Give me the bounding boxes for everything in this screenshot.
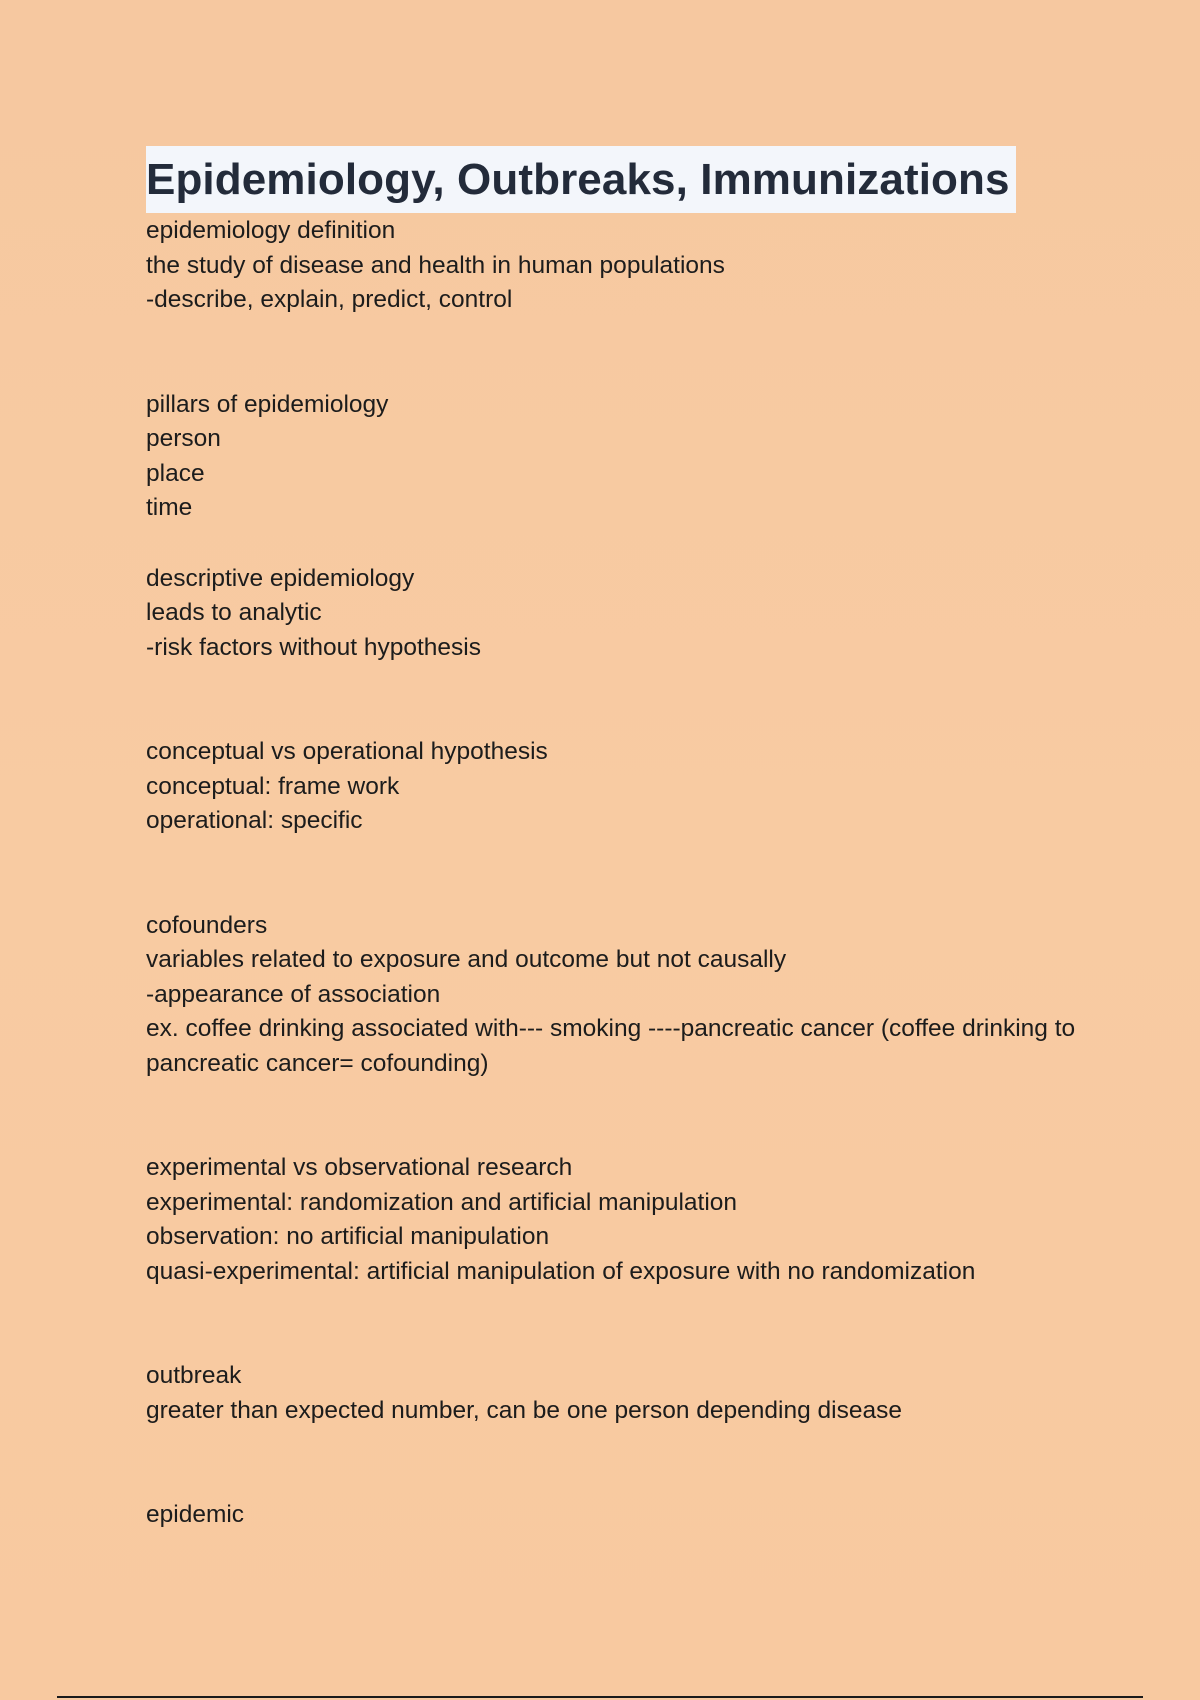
section-heading: pillars of epidemiology [146, 390, 389, 418]
section-line: place [146, 459, 205, 487]
section-line: -describe, explain, predict, control [146, 286, 513, 313]
section-heading: epidemic [146, 1501, 245, 1528]
section-line: time [146, 494, 193, 521]
section-heading: cofounders [146, 911, 268, 939]
section-heading: experimental vs observational research [146, 1154, 573, 1181]
section-heading: conceptual vs operational hypothesis [146, 738, 548, 765]
section-outbreak [146, 1359, 1106, 1428]
document-body [146, 214, 1106, 1533]
section-epidemiology-definition [146, 214, 1106, 318]
section-line: operational: specific [146, 807, 363, 834]
section-research-types [146, 1151, 1106, 1289]
document-title: Epidemiology, Outbreaks, Immunizations [146, 154, 1010, 204]
section-line: ex. coffee drinking associated with--- smoking ----pancreatic cancer (coffee drinking to pancreatic cancer= cofounding) [146, 1015, 1076, 1077]
section-line: conceptual: frame work [146, 772, 400, 800]
section-line: person [146, 425, 221, 452]
section-line: -risk factors without hypothesis [146, 633, 481, 661]
section-line: the study of disease and health in human populations [146, 251, 725, 279]
section-line: -appearance of association [146, 980, 441, 1008]
section-hypothesis [146, 735, 1106, 839]
section-line: variables related to exposure and outcome but not causally [146, 946, 787, 973]
section-epidemic [146, 1498, 1106, 1533]
section-heading: epidemiology definition [146, 217, 396, 244]
section-line: greater than expected number, can be one person depending disease [146, 1396, 902, 1424]
title-highlight [146, 146, 1016, 213]
section-line: experimental: randomization and artificial manipulation [146, 1188, 738, 1216]
section-heading: descriptive epidemiology [146, 564, 415, 592]
page-bottom-rule [57, 1696, 1143, 1698]
section-line: quasi-experimental: artificial manipulation of exposure with no randomization [146, 1257, 976, 1285]
section-cofounders [146, 909, 1106, 1082]
section-line: observation: no artificial manipulation [146, 1223, 550, 1250]
section-heading: outbreak [146, 1362, 242, 1389]
section-pillars [146, 388, 1106, 526]
section-line: leads to analytic [146, 599, 322, 626]
section-descriptive-epidemiology [146, 562, 1106, 666]
